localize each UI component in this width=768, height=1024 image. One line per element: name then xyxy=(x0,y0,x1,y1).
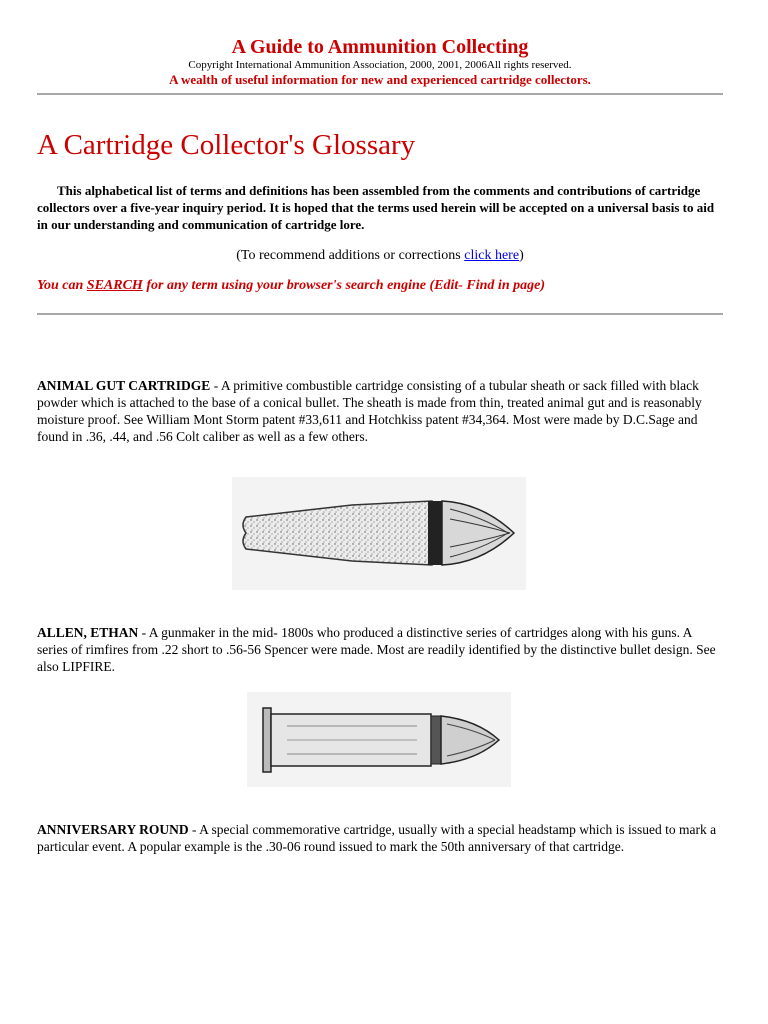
copyright-notice: Copyright International Ammunition Association, 2000, 2001, 2006All rights reserved. xyxy=(188,59,572,71)
glossary-entry-allen-ethan xyxy=(37,624,723,675)
entry-definition: - A gunmaker in the mid- 1800s who produced a distinctive series of cartridges along with his guns. A series of rimfires from .22 short to .56-56 Spencer were made. Most are readily identified by the distinctive bullet design. See also LIPFIRE. xyxy=(37,625,716,674)
search-word: SEARCH xyxy=(86,278,143,293)
recommend-suffix: ) xyxy=(519,248,524,263)
search-note xyxy=(37,277,723,294)
recommend-prefix: (To recommend additions or corrections xyxy=(236,248,465,263)
glossary-entry-anniversary-round xyxy=(37,821,723,855)
animal-gut-cartridge-image xyxy=(232,477,526,590)
header-divider xyxy=(37,93,723,95)
entry-definition: - A special commemorative cartridge, usually with a special headstamp which is issued to mark a particular event. A popular example is the .30-06 round issued to mark the 50th anniversary of that cartridge. xyxy=(37,822,717,854)
page-content xyxy=(37,0,723,315)
glossary-entry-animal-gut-cartridge xyxy=(37,377,723,445)
tagline: A wealth of useful information for new and experienced cartridge collectors. xyxy=(169,72,591,87)
entry-term: ANIMAL GUT CARTRIDGE xyxy=(37,378,211,393)
recommend-line xyxy=(37,247,723,264)
allen-cartridge-image xyxy=(247,692,511,787)
site-title: A Guide to Ammunition Collecting xyxy=(231,36,529,58)
entry-term: ANNIVERSARY ROUND xyxy=(37,822,189,837)
entry-definition: - A primitive combustible cartridge consisting of a tubular sheath or sack filled with black powder which is attached to the base of a conical bullet. The sheath is made from thin, treated animal gut and is reasonably moisture proof. See William Mont Storm patent #33,611 and Hotchkiss patent #34,364. Most were made by D.C.Sage and found in .36, .44, and .56 Colt caliber as well as a few others. xyxy=(37,378,702,444)
page-title: A Cartridge Collector's Glossary xyxy=(37,129,416,161)
section-divider xyxy=(37,313,723,315)
intro-paragraph: This alphabetical list of terms and definitions has been assembled from the comments and contributions of cartridge collectors over a five-year inquiry period. It is hoped that the terms used herein will be accepted on a universal basis to aid in our understanding and communication of cartridge lore. xyxy=(37,183,715,232)
click-here-link[interactable]: click here xyxy=(464,248,520,263)
search-suffix: for any term using your browser's search engine (Edit- Find in page) xyxy=(142,278,545,293)
entry-term: ALLEN, ETHAN xyxy=(37,625,139,640)
search-prefix: You can xyxy=(37,278,87,293)
